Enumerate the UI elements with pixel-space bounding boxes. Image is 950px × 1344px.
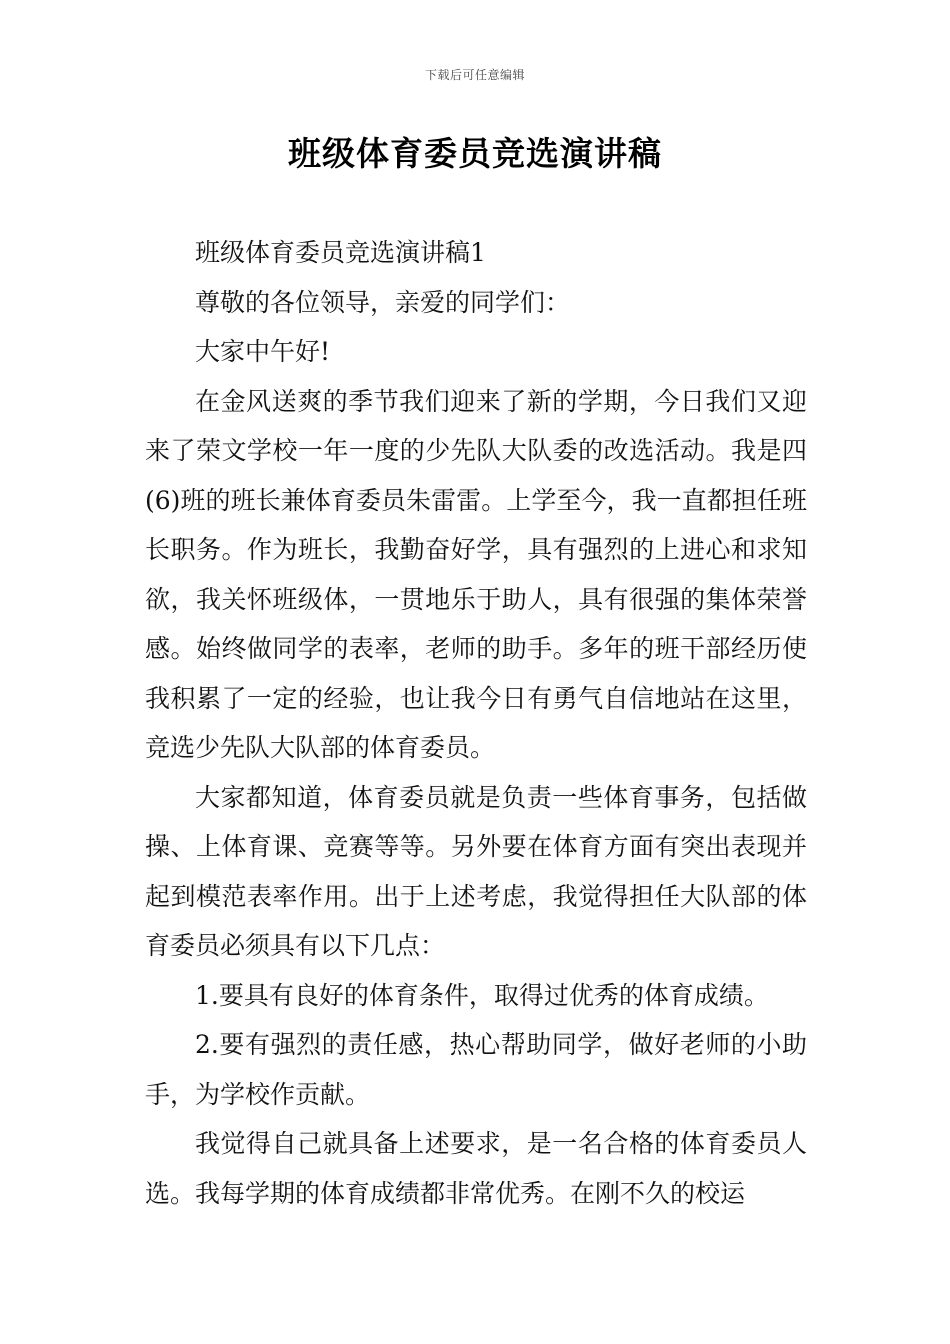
paragraph-greeting: 大家中午好!: [195, 337, 331, 366]
paragraph-point-1: 1.要具有良好的体育条件，取得过优秀的体育成绩。: [195, 980, 769, 1010]
paragraph-introduction: 在金风送爽的季节我们迎来了新的学期，今日我们又迎来了荣文学校一年一度的少先队大队委的改选活动。我是四(6)班的班长兼体育委员朱雷雷。上学至今，我一直都担任班长职务。作为班长，我勤奋好学，具有强烈的上进心和求知欲，我关怀班级体，一贯地乐于助人，具有很强的集体荣誉感。始终做同学的表率，老师的助手。多年的班干部经历使我积累了一定的经验，也让我今日有勇气自信地站在这里，竞选少先队大队部的体育委员。: [145, 386, 807, 762]
document-body: [145, 228, 807, 1218]
paragraph-salutation: 尊敬的各位领导，亲爱的同学们：: [195, 287, 571, 317]
document-title: 班级体育委员竞选演讲稿: [288, 134, 662, 173]
paragraph-duties: 大家都知道，体育委员就是负责一些体育事务，包括做操、上体育课、竞赛等等。另外要在体育方面有突出表现并起到模范表率作用。出于上述考虑，我觉得担任大队部的体育委员必须具有以下几点：: [145, 782, 807, 960]
header-note: 下载后可任意编辑: [424, 68, 525, 82]
paragraph-heading: 班级体育委员竞选演讲稿1: [195, 238, 486, 267]
paragraph-qualification: 我觉得自己就具备上述要求，是一名合格的体育委员人选。我每学期的体育成绩都非常优秀。在刚不久的校运: [145, 1129, 807, 1208]
paragraph-point-2: 2.要有强烈的责任感，热心帮助同学，做好老师的小助手，为学校作贡献。: [145, 1030, 807, 1109]
